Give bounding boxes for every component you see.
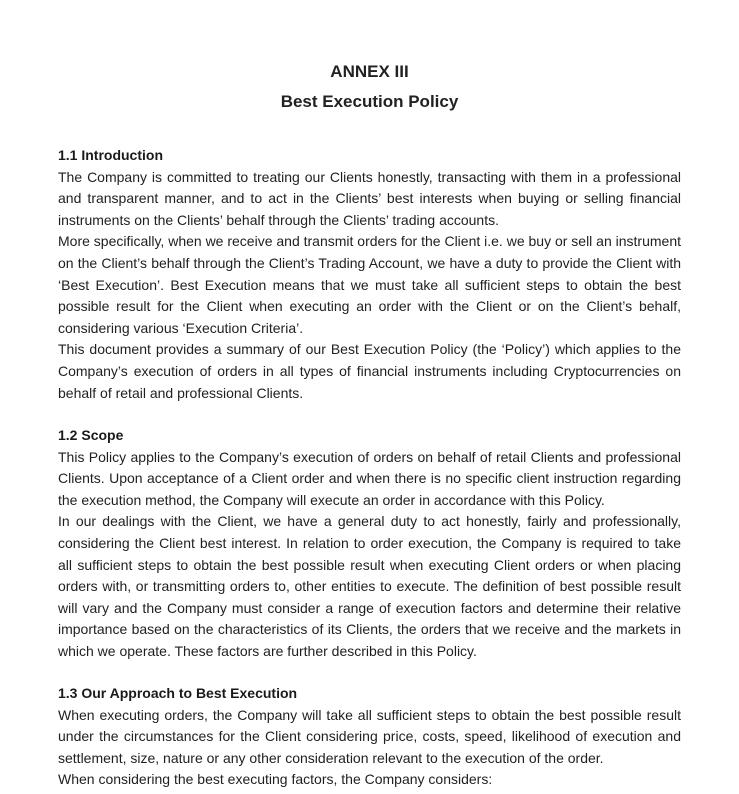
section-paragraph: This Policy applies to the Company’s execution of orders on behalf of retail Clients and professional Clients. Upon acceptance of a Client order and when there is no specific client instruction regarding the execution method, the Company will execute an order in accordance with this Policy. xyxy=(58,448,681,508)
section-heading: 1.2 Scope xyxy=(58,427,124,443)
section-paragraph: This document provides a summary of our Best Execution Policy (the ‘Policy’) which applies to the Company’s execution of orders in all types of financial instruments including Cryptocurrencies on behalf of retail and professional Clients. xyxy=(58,341,681,401)
section-paragraph: The Company is committed to treating our Clients honestly, transacting with them in a professional and transparent manner, and to act in the Clients’ best interests when buying or selling financial instruments on the Clients’ behalf through the Clients’ trading accounts. xyxy=(58,168,681,228)
section-paragraph: In our dealings with the Client, we have a general duty to act honestly, fairly and professionally, considering the Client best interest. In relation to order execution, the Company is required to take all sufficient steps to obtain the best possible result when executing Client orders or when placing orders with, or transmitting orders to, other entities to execute. The definition of best possible result will vary and the Company must consider a range of execution factors and determine their relative importance based on the characteristics of its Clients, the orders that we receive and the markets in which we operate. These factors are further described in this Policy. xyxy=(58,513,681,659)
policy-title: Best Execution Policy xyxy=(280,92,459,111)
section-approach xyxy=(58,683,681,791)
section-paragraph: More specifically, when we receive and transmit orders for the Client i.e. we buy or sell an instrument on the Client’s behalf through the Client’s Trading Account, we have a duty to provide the Client with ‘Best Execution’. Best Execution means that we must take all sufficient steps to obtain the best possible result for the Client when executing an order with the Client or on the Client’s behalf, considering various ‘Execution Criteria’. xyxy=(58,233,682,336)
section-introduction xyxy=(58,145,681,404)
section-paragraph: When considering the best executing factors, the Company considers: xyxy=(58,771,493,788)
section-paragraph: When executing orders, the Company will take all sufficient steps to obtain the best possible result under the circumstances for the Client considering price, costs, speed, likelihood of execution and settlement, size, nature or any other consideration relevant to the execution of the order. xyxy=(58,706,681,766)
annex-title: ANNEX III xyxy=(330,62,409,81)
section-heading: 1.1 Introduction xyxy=(58,147,163,163)
section-scope xyxy=(58,425,681,663)
section-heading: 1.3 Our Approach to Best Execution xyxy=(58,685,298,701)
